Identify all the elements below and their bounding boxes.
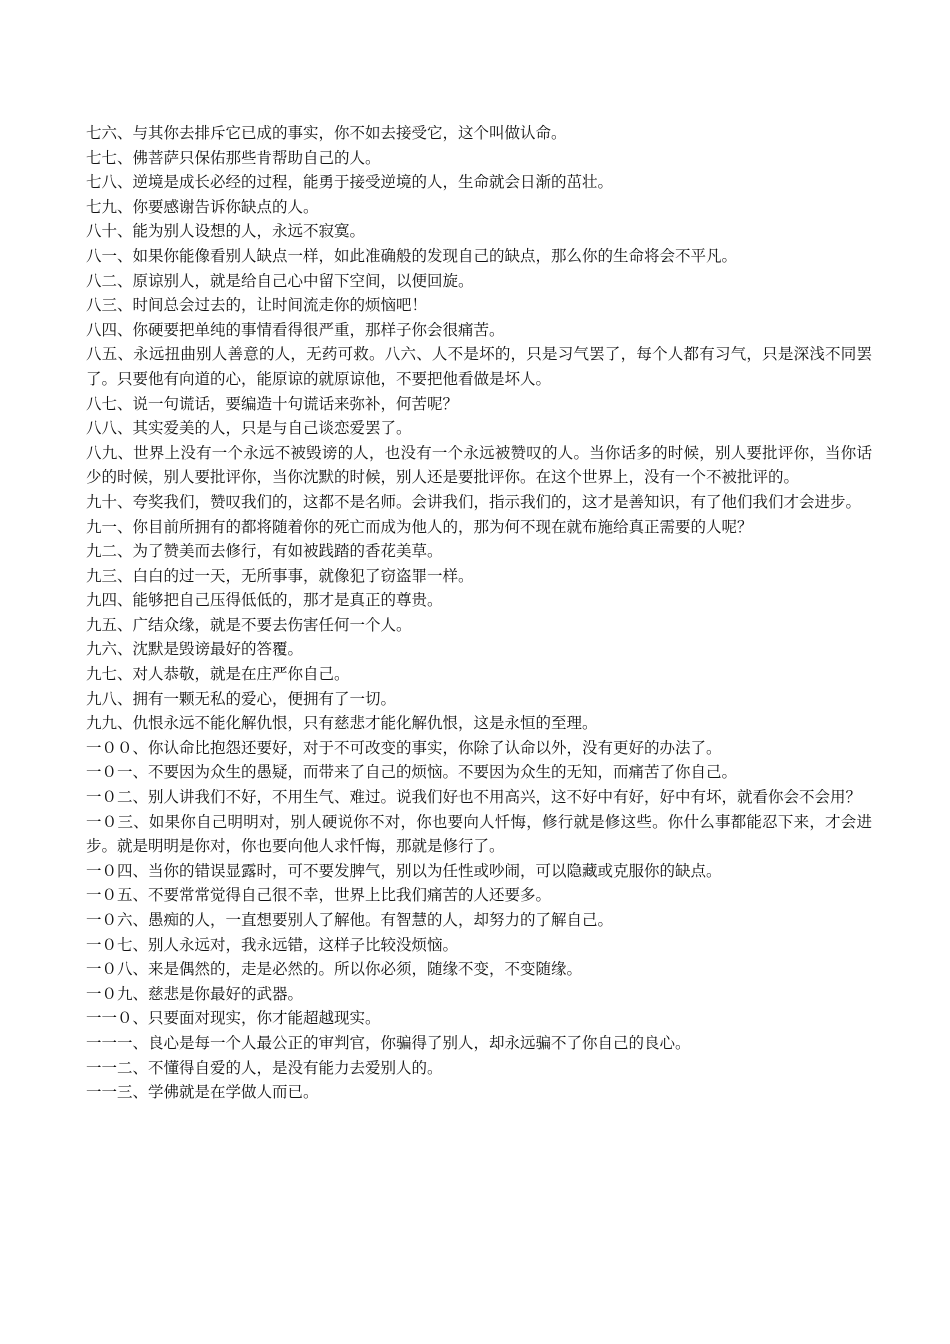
paragraph-95: 九五、广结众缘，就是不要去伤害任何一个人。: [86, 615, 412, 634]
paragraph-108: 一０八、来是偶然的，走是必然的。所以你必须，随缘不变，不变随缘。: [86, 960, 583, 979]
paragraph-81: 八一、如果你能像看别人缺点一样，如此准确般的发现自己的缺点，那么你的生命将会不平凡。: [86, 246, 738, 265]
paragraph-113: 一一三、学佛就是在学做人而已。: [86, 1083, 319, 1102]
paragraph-84: 八四、你硬要把单纯的事情看得很严重，那样子你会很痛苦。: [86, 320, 505, 339]
paragraph-94: 九四、能够把自己压得低低的，那才是真正的尊贵。: [86, 591, 443, 610]
paragraph-83: 八三、时间总会过去的，让时间流走你的烦恼吧！: [86, 296, 428, 315]
paragraph-90: 九十、夸奖我们，赞叹我们的，这都不是名师。会讲我们，指示我们的，这才是善知识，有了他们我们才会进步。: [86, 492, 862, 511]
paragraph-100: 一００、你认命比抱怨还要好，对于不可改变的事实，你除了认命以外，没有更好的办法了。: [86, 738, 722, 757]
paragraph-87: 八七、说一句谎话，要编造十句谎话来弥补，何苦呢？: [86, 394, 459, 413]
paragraph-97: 九七、对人恭敬，就是在庄严你自己。: [86, 665, 350, 684]
paragraph-92: 九二、为了赞美而去修行，有如被践踏的香花美草。: [86, 542, 443, 561]
paragraph-91: 九一、你目前所拥有的都将随着你的死亡而成为他人的，那为何不现在就布施给真正需要的人呢？: [86, 517, 753, 536]
paragraph-96: 九六、沈默是毁谤最好的答覆。: [86, 640, 304, 659]
paragraph-98: 九八、拥有一颗无私的爱心，便拥有了一切。: [86, 689, 397, 708]
paragraph-76: 七六、与其你去排斥它已成的事实，你不如去接受它，这个叫做认命。: [86, 124, 567, 142]
paragraph-93: 九三、白白的过一天，无所事事，就像犯了窃盗罪一样。: [86, 566, 474, 585]
document-body: [86, 121, 872, 1105]
paragraph-79: 七九、你要感谢告诉你缺点的人。: [86, 197, 319, 216]
paragraph-88: 八八、其实爱美的人，只是与自己谈恋爱罢了。: [86, 419, 412, 438]
paragraph-110: 一一０、只要面对现实，你才能超越现实。: [86, 1009, 381, 1028]
paragraph-109: 一０九、慈悲是你最好的武器。: [86, 984, 304, 1003]
paragraph-103: 一０三、如果你自己明明对，别人硬说你不对，你也要向人忏悔，修行就是修这些。你什么事都能忍下来，才会进步。就是明明是你对，你也要向他人求忏悔，那就是修行了。: [86, 812, 872, 856]
paragraph-112: 一一二、不懂得自爱的人，是没有能力去爱别人的。: [86, 1058, 443, 1077]
paragraph-101: 一０一、不要因为众生的愚疑，而带来了自己的烦恼。不要因为众生的无知，而痛苦了你自己。: [86, 763, 738, 782]
paragraph-85-86: 八五、永远扭曲别人善意的人，无药可救。八六、人不是坏的，只是习气罢了，每个人都有习气，只是深浅不同罢了。只要他有向道的心，能原谅的就原谅他，不要把他看做是坏人。: [86, 345, 872, 388]
paragraph-105: 一０五、不要常常觉得自己很不幸，世界上比我们痛苦的人还要多。: [86, 886, 552, 905]
paragraph-106: 一０六、愚痴的人，一直想要别人了解他。有智慧的人，却努力的了解自己。: [86, 911, 614, 929]
paragraph-78: 七八、逆境是成长必经的过程，能勇于接受逆境的人，生命就会日渐的茁壮。: [86, 173, 614, 192]
paragraph-111: 一一一、良心是每一个人最公正的审判官，你骗得了别人，却永远骗不了你自己的良心。: [86, 1033, 691, 1052]
paragraph-99: 九九、仇恨永远不能化解仇恨，只有慈悲才能化解仇恨，这是永恒的至理。: [86, 714, 598, 733]
paragraph-82: 八二、原谅别人，就是给自己心中留下空间，以便回旋。: [86, 271, 474, 290]
paragraph-102: 一０二、别人讲我们不好，不用生气、难过。说我们好也不用高兴，这不好中有好，好中有坏，就看你会不会用？: [86, 788, 862, 807]
paragraph-77: 七七、佛菩萨只保佑那些肯帮助自己的人。: [86, 148, 381, 167]
paragraph-104: 一０四、当你的错误显露时，可不要发脾气，别以为任性或吵闹，可以隐藏或克服你的缺点。: [86, 861, 722, 880]
paragraph-80: 八十、能为别人设想的人，永远不寂寞。: [86, 222, 366, 241]
paragraph-89: 八九、世界上没有一个永远不被毁谤的人，也没有一个永远被赞叹的人。当你话多的时候，别人要批评你，当你话少的时候，别人要批评你，当你沈默的时候，别人还是要批评你。在这个世界上，没有一个不被批评的。: [86, 443, 872, 487]
paragraph-107: 一０七、别人永远对，我永远错，这样子比较没烦恼。: [86, 935, 459, 954]
